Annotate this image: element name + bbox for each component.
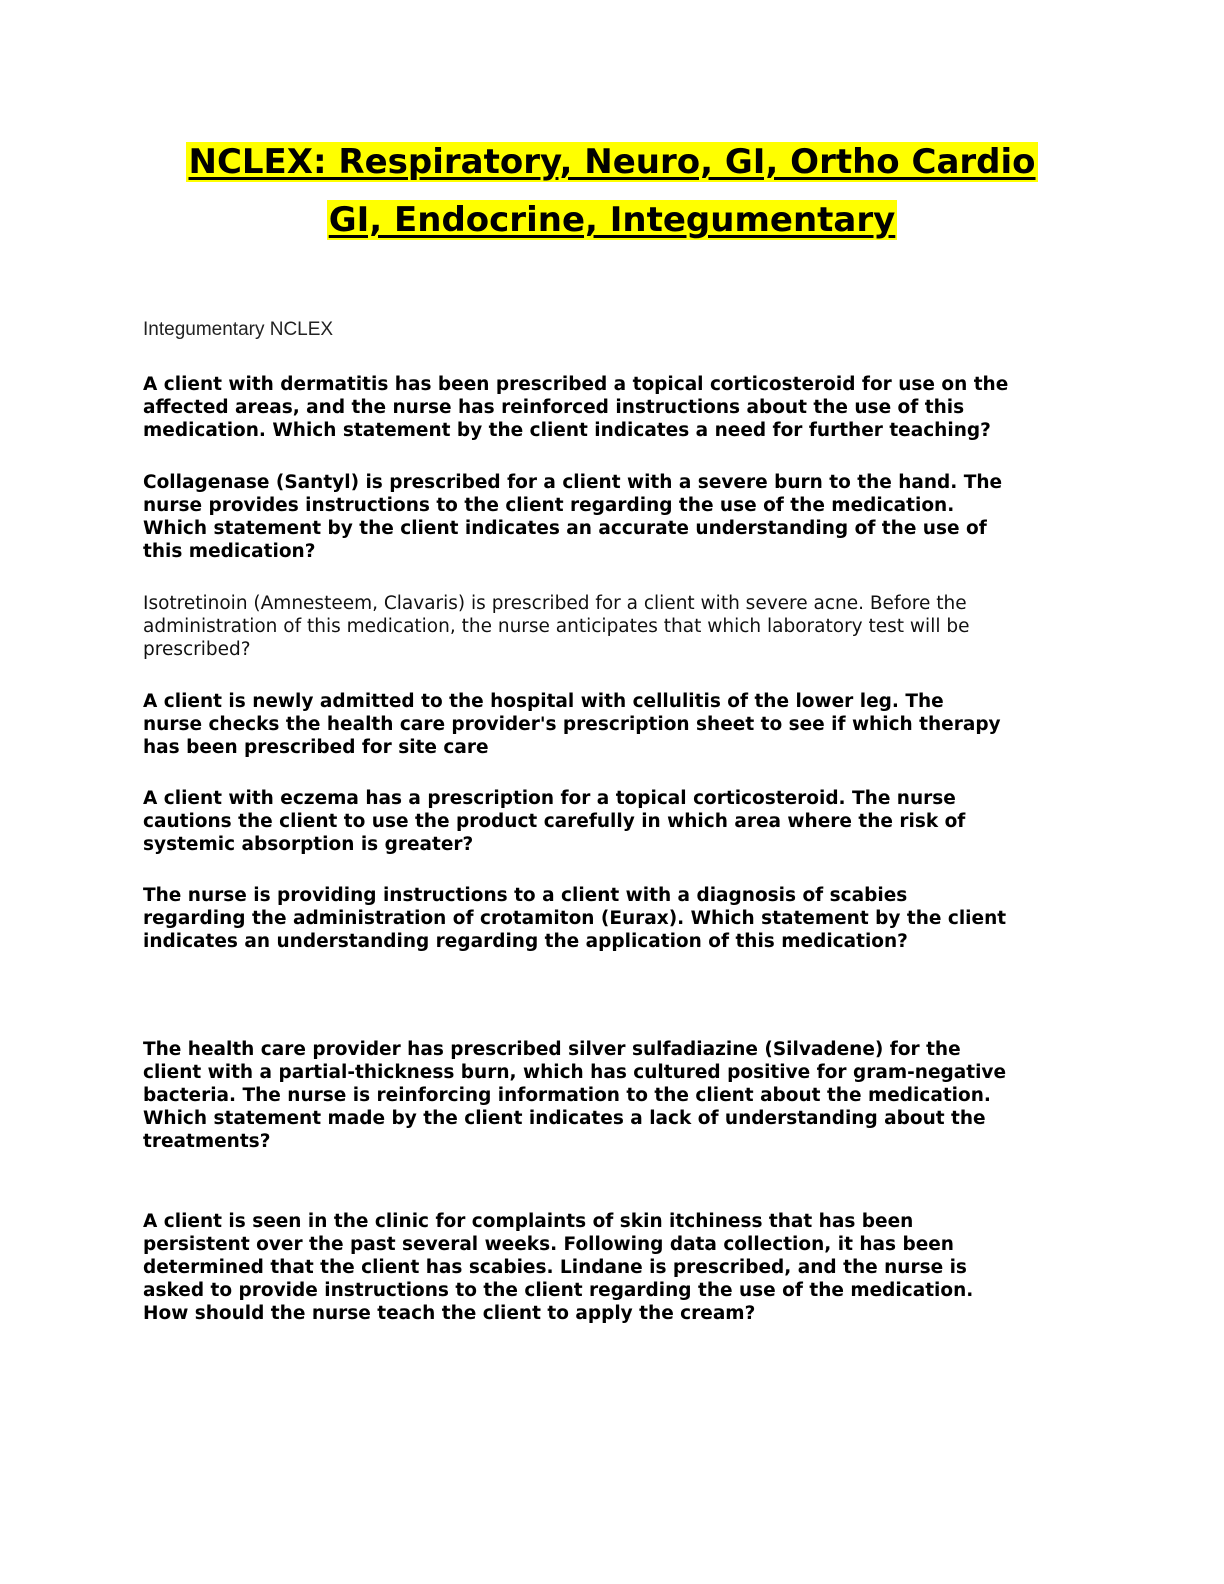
title-text-1: NCLEX: Respiratory, Neuro, GI, Ortho Cardio [188, 142, 1036, 182]
question-paragraph: A client is seen in the clinic for complaints of skin itchiness that has been persistent over the past several weeks. Following data collection, it has been determined that the client has scabies. Lindane is prescribed, and the nurse is asked to provide instructions to the client regarding the use of the medication. How should the nurse teach the client to apply the cream? [143, 1211, 974, 1324]
section-heading: Integumentary NCLEX [143, 319, 334, 340]
question-paragraph: A client with eczema has a prescription for a topical corticosteroid. The nurse cautions the client to use the product carefully in which area where the risk of systemic absorption is greater? [143, 788, 966, 855]
question-paragraph: Collagenase (Santyl) is prescribed for a client with a severe burn to the hand. The nurse provides instructions to the client regarding the use of the medication. Which statement by the client indicates an accurate understanding of the use of this medication? [143, 472, 1003, 562]
question-paragraph: A client with dermatitis has been prescribed a topical corticosteroid for use on the affected areas, and the nurse has reinforced instructions about the use of this medication. Which statement by the client indicates a need for further teaching? [143, 374, 1009, 441]
question-paragraph: A client is newly admitted to the hospital with cellulitis of the lower leg. The nurse checks the health care provider's prescription sheet to see if which therapy has been prescribed for site care [143, 691, 1001, 758]
question-paragraph: Isotretinoin (Amnesteem, Clavaris) is prescribed for a client with severe acne. Before the administration of this medication, the nurse anticipates that which laboratory test will be prescribed? [143, 593, 970, 660]
question-paragraph: The nurse is providing instructions to a client with a diagnosis of scabies regarding the administration of crotamiton (Eurax). Which statement by the client indicates an understanding regarding the application of this medication? [143, 885, 1007, 952]
title-text-2: GI, Endocrine, Integumentary [328, 200, 896, 240]
document-title-line-2 [0, 198, 1224, 242]
document-title-line-1 [0, 140, 1224, 184]
question-paragraph: The health care provider has prescribed silver sulfadiazine (Silvadene) for the client with a partial-thickness burn, which has cultured positive for gram-negative bacteria. The nurse is reinforcing information to the client about the medication. Which statement made by the client indicates a lack of understanding about the treatments? [143, 1039, 1007, 1152]
